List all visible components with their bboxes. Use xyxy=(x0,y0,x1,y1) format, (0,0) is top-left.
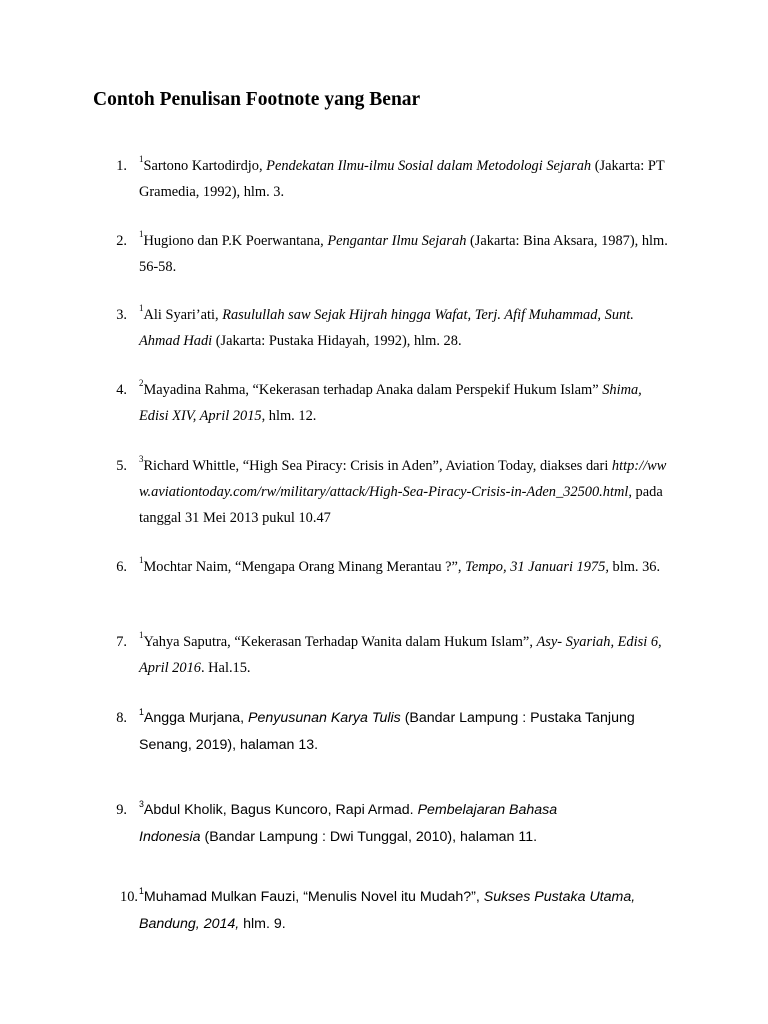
footnote-text xyxy=(139,453,674,531)
footnote-marker: 1 xyxy=(139,885,144,896)
footnote-title: Tempo, 31 Januari 1975, xyxy=(465,559,609,575)
footnote-marker: 3 xyxy=(139,798,144,809)
footnote-publication: (Jakarta: Pustaka Hidayah, 1992), hlm. 28. xyxy=(212,333,462,349)
footnote-author: Muhamad Mulkan Fauzi, “Menulis Novel itu Mudah?”, xyxy=(143,889,484,905)
footnote-marker: 1 xyxy=(139,154,144,165)
footnote-author: Hugiono dan P.K Poerwantana, xyxy=(143,233,328,249)
footnote-text xyxy=(139,377,674,429)
footnote-number: 1. xyxy=(116,158,127,174)
footnote-publication: . Hal.15. xyxy=(200,660,251,676)
footnote-text xyxy=(139,884,649,937)
footnote-number: 8. xyxy=(116,710,127,726)
footnote-marker: 1 xyxy=(139,555,144,566)
footnote-text xyxy=(139,797,619,850)
footnote-url: http://www.aviationtoday.com/rw/military/attack/High-Sea-Piracy-Crisis-in-Aden_32500.html, xyxy=(139,458,667,500)
footnote-number: 10. xyxy=(120,889,138,905)
footnote-title: Sukses Pustaka Utama, Bandung, 2014, xyxy=(139,889,636,932)
footnote-author: Mochtar Naim, “Mengapa Orang Minang Merantau ?”, xyxy=(143,559,466,575)
footnote-author: Yahya Saputra, “Kekerasan Terhadap Wanita dalam Hukum Islam”, xyxy=(143,634,537,650)
footnote-author: Richard Whittle, “High Sea Piracy: Crisis in Aden”, Aviation Today, diakses dari xyxy=(143,458,612,474)
footnote-publication: (Jakarta: Bina Aksara, 1987), hlm. 56-58. xyxy=(139,233,668,275)
footnote-number: 4. xyxy=(116,382,127,398)
footnote-publication: blm. 36. xyxy=(608,559,661,575)
footnote-number: 2. xyxy=(116,233,127,249)
footnote-number: 7. xyxy=(116,634,127,650)
footnote-publication: pada tanggal 31 Mei 2013 pukul 10.47 xyxy=(139,484,663,526)
footnote-number: 6. xyxy=(116,559,127,575)
footnote-title: Shima, Edisi XIV, April 2015 xyxy=(139,382,642,424)
page-title: Contoh Penulisan Footnote yang Benar xyxy=(93,89,421,110)
footnote-publication: (Jakarta: PT Gramedia, 1992), hlm. 3. xyxy=(139,158,665,200)
footnote-marker: 2 xyxy=(139,378,144,389)
footnote-number: 5. xyxy=(116,458,127,474)
footnote-title: Asy- Syariah, Edisi 6, April 2016 xyxy=(139,634,662,676)
footnote-marker: 1 xyxy=(139,229,144,240)
footnote-title: Penyusunan Karya Tulis xyxy=(248,710,401,726)
footnote-title: Rasulullah saw Sejak Hijrah hingga Wafat, Terj. Afif Muhammad, Sunt. Ahmad Hadi xyxy=(139,307,634,349)
footnote-number: 9. xyxy=(116,802,127,818)
footnote-publication: (Bandar Lampung : Pustaka Tanjung Senang, 2019), halaman 13. xyxy=(139,710,635,753)
footnote-title: Pembelajaran Bahasa Indonesia xyxy=(139,802,558,845)
footnote-marker: 1 xyxy=(139,706,144,717)
footnote-author: Ali Syari’ati, xyxy=(143,307,223,323)
footnote-publication: (Bandar Lampung : Dwi Tunggal, 2010), halaman 11. xyxy=(200,828,538,845)
footnote-author: Abdul Kholik, Bagus Kuncoro, Rapi Armad. xyxy=(143,802,418,818)
footnote-author: Sartono Kartodirdjo, xyxy=(143,158,267,174)
footnote-text xyxy=(139,228,674,280)
footnote-title: Pendekatan Ilmu-ilmu Sosial dalam Metodologi Sejarah xyxy=(266,158,592,174)
footnote-text xyxy=(139,629,674,681)
footnote-text xyxy=(139,302,674,354)
footnote-publication: hlm. 9. xyxy=(239,915,286,932)
footnote-marker: 1 xyxy=(139,303,144,314)
footnote-text xyxy=(139,554,674,580)
footnote-text xyxy=(139,705,639,758)
footnote-publication: , hlm. 12. xyxy=(261,408,317,424)
footnote-marker: 3 xyxy=(139,454,144,465)
footnote-marker: 1 xyxy=(139,630,144,641)
footnote-title: Pengantar Ilmu Sejarah xyxy=(327,233,467,249)
footnote-author: Angga Murjana, xyxy=(143,710,249,726)
footnote-number: 3. xyxy=(116,307,127,323)
footnote-author: Mayadina Rahma, “Kekerasan terhadap Anaka dalam Perspekif Hukum Islam” xyxy=(143,382,603,398)
footnote-text xyxy=(139,153,674,205)
